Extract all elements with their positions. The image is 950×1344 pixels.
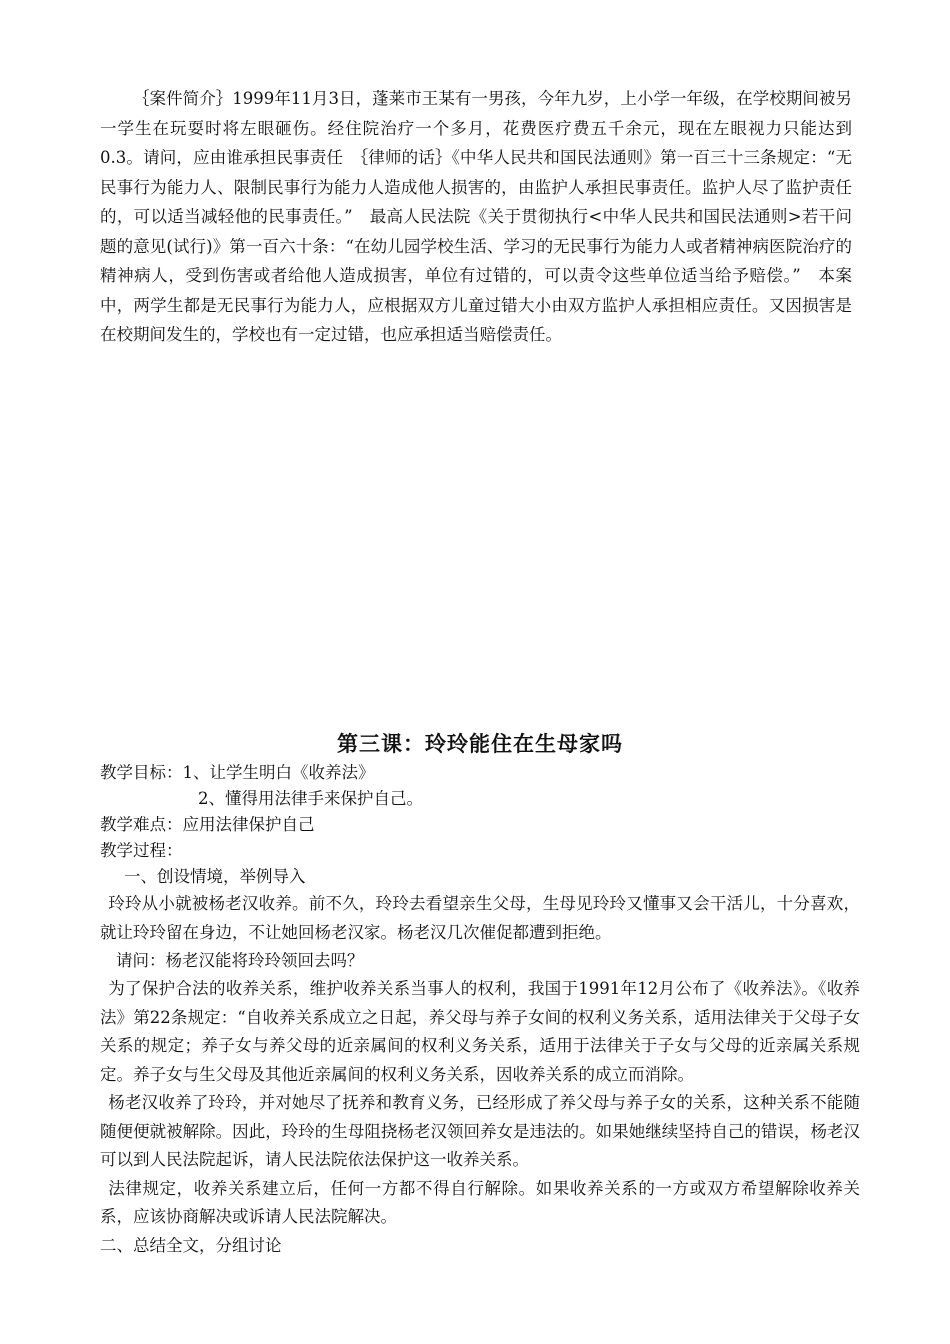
- teaching-process-label: 教学过程：: [100, 841, 183, 860]
- lesson-title: 第三课：玲玲能住在生母家吗: [337, 731, 623, 756]
- rule-paragraph: 法律规定，收养关系建立后，任何一方都不得自行解除。如果收养关系的一方或双方希望解除收养关系，应该协商解决或诉请人民法院解决。: [100, 1178, 860, 1226]
- lesson-section: [100, 728, 860, 1260]
- analysis-paragraph: 杨老汉收养了玲玲，并对她尽了抚养和教育义务，已经形成了养父母与养子女的关系，这种关系不能随随便便就被解除。因此，玲玲的生母阻挠杨老汉领回养女是违法的。如果她继续坚持自己的错误，杨老汉可以到人民法院起诉，请人民法院依法保护这一收养关系。: [100, 1093, 860, 1169]
- story-paragraph: 玲玲从小就被杨老汉收养。前不久，玲玲去看望亲生父母，生母见玲玲又懂事又会干活儿，十分喜欢，就让玲玲留在身边，不让她回杨老汉家。杨老汉几次催促都遭到拒绝。: [100, 894, 860, 942]
- case-section: [100, 84, 852, 350]
- teaching-goal-1: 教学目标：1、让学生明白《收养法》: [100, 763, 375, 782]
- teaching-difficulty: 教学难点：应用法律保护自己: [100, 815, 315, 834]
- case-paragraph: ｛案件简介｝1999年11月3日，蓬莱市王某有一男孩，今年九岁，上小学一年级，在学校期间被另一学生在玩耍时将左眼砸伤。经住院治疗一个多月，花费医疗费五千余元，现在左眼视力只能达到0.3。请问，应由谁承担民事责任 ｛律师的话｝《中华人民共和国民法通则》第一百三十三条规定：“无民事行为能力人、限制民事行为能力人造成他人损害的，由监护人承担民事责任。监护人尽了监护责任的，可以适当减轻他的民事责任。” 最高人民法院《关于贯彻执行<中华人民共和国民法通则>若干问题的意见(试行)》第一百六十条：“在幼儿园学校生活、学习的无民事行为能力人或者精神病医院治疗的精神病人，受到伤害或者给他人造成损害，单位有过错的，可以责令这些单位适当给予赔偿。” 本案中，两学生都是无民事行为能力人，应根据双方儿童过错大小由双方监护人承担相应责任。又因损害是在校期间发生的，学校也有一定过错，也应承担适当赔偿责任。: [100, 89, 852, 344]
- step-2-heading: 二、总结全文，分组讨论: [100, 1235, 282, 1255]
- teaching-goal-2: 2、懂得用法律手来保护自己。: [198, 789, 423, 808]
- law-paragraph: 为了保护合法的收养关系，维护收养关系当事人的权利，我国于1991年12月公布了《收养法》。《收养法》第22条规定：“自收养关系成立之日起，养父母与养子女间的权利义务关系，适用法律关于父母子女关系的规定；养子女与养父母的近亲属间的权利义务关系，适用于法律关于子女与父母的近亲属关系规定。养子女与生父母及其他近亲属间的权利义务关系，因收养关系的成立而消除。: [100, 979, 860, 1084]
- question-line: 请问：杨老汉能将玲玲领回去吗？: [116, 951, 364, 970]
- step-1-heading: 一、创设情境，举例导入: [124, 867, 306, 886]
